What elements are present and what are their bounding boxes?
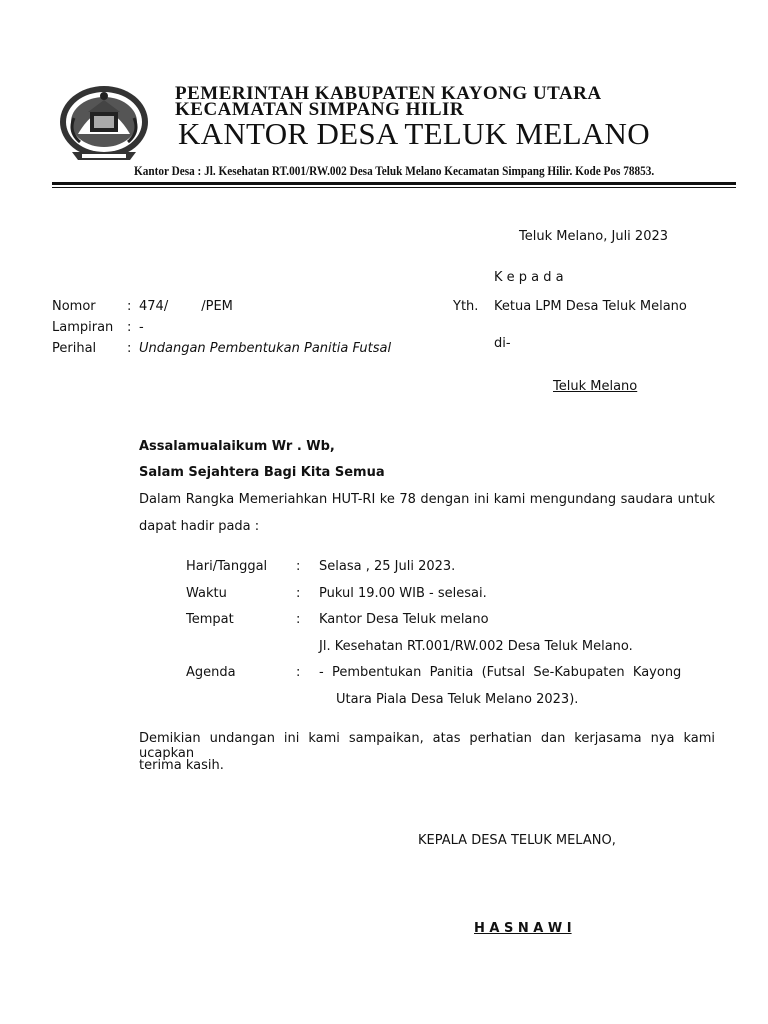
lampiran-colon: :	[127, 320, 132, 335]
header-rule-thick	[52, 182, 736, 185]
letterhead-government: PEMERINTAH KABUPATEN KAYONG UTARA	[175, 83, 602, 104]
lampiran-value: -	[139, 320, 144, 335]
nomor-colon: :	[127, 299, 132, 314]
recipient-name: Ketua LPM Desa Teluk Melano	[494, 299, 687, 314]
letterhead-district: KECAMATAN SIMPANG HILIR	[175, 99, 465, 120]
header-rule-thin	[52, 187, 736, 188]
waktu-value: Pukul 19.00 WIB - selesai.	[319, 586, 487, 601]
closing-line-1: Demikian undangan ini kami sampaikan, atas perhatian dan kerjasama nya kami ucapkan	[139, 731, 715, 761]
signature-title: KEPALA DESA TELUK MELANO,	[418, 833, 616, 848]
perihal-label: Perihal	[52, 341, 97, 356]
tempat-value-2: Jl. Kesehatan RT.001/RW.002 Desa Teluk Melano.	[319, 639, 633, 654]
agenda-value-1: - Pembentukan Panitia (Futsal Se-Kabupaten Kayong	[319, 665, 682, 680]
tempat-colon: :	[296, 612, 301, 627]
lampiran-label: Lampiran	[52, 320, 114, 335]
agenda-colon: :	[296, 665, 301, 680]
regency-emblem-logo	[58, 82, 150, 166]
waktu-label: Waktu	[186, 586, 227, 601]
letterhead-office: KANTOR DESA TELUK MELANO	[178, 116, 650, 151]
perihal-colon: :	[127, 341, 132, 356]
agenda-label: Agenda	[186, 665, 236, 680]
greeting-sejahtera: Salam Sejahtera Bagi Kita Semua	[139, 465, 385, 480]
perihal-value: Undangan Pembentukan Panitia Futsal	[139, 341, 392, 356]
closing-line-2: terima kasih.	[139, 758, 224, 773]
intro-line-2: dapat hadir pada :	[139, 519, 260, 534]
nomor-value: 474/ /PEM	[139, 299, 233, 314]
hari-value: Selasa , 25 Juli 2023.	[319, 559, 456, 574]
waktu-colon: :	[296, 586, 301, 601]
recipient-yth: Yth.	[453, 299, 479, 314]
greeting-salam: Assalamualaikum Wr . Wb,	[139, 439, 335, 454]
signature-name: H A S N A W I	[474, 921, 572, 936]
recipient-kepada: K e p a d a	[494, 270, 564, 285]
nomor-label: Nomor	[52, 299, 96, 314]
tempat-value-1: Kantor Desa Teluk melano	[319, 612, 489, 627]
hari-label: Hari/Tanggal	[186, 559, 268, 574]
tempat-label: Tempat	[186, 612, 234, 627]
hari-colon: :	[296, 559, 301, 574]
agenda-value-2: Utara Piala Desa Teluk Melano 2023).	[336, 692, 579, 707]
recipient-place: Teluk Melano	[553, 379, 638, 394]
letterhead-address: Kantor Desa : Jl. Kesehatan RT.001/RW.002 Desa Teluk Melano Kecamatan Simpang Hilir. Kode Pos 78853.	[134, 164, 655, 178]
intro-line-1: Dalam Rangka Memeriahkan HUT-RI ke 78 dengan ini kami mengundang saudara untuk	[139, 492, 715, 507]
place-date: Teluk Melano, Juli 2023	[519, 229, 669, 244]
recipient-di: di-	[494, 336, 511, 351]
